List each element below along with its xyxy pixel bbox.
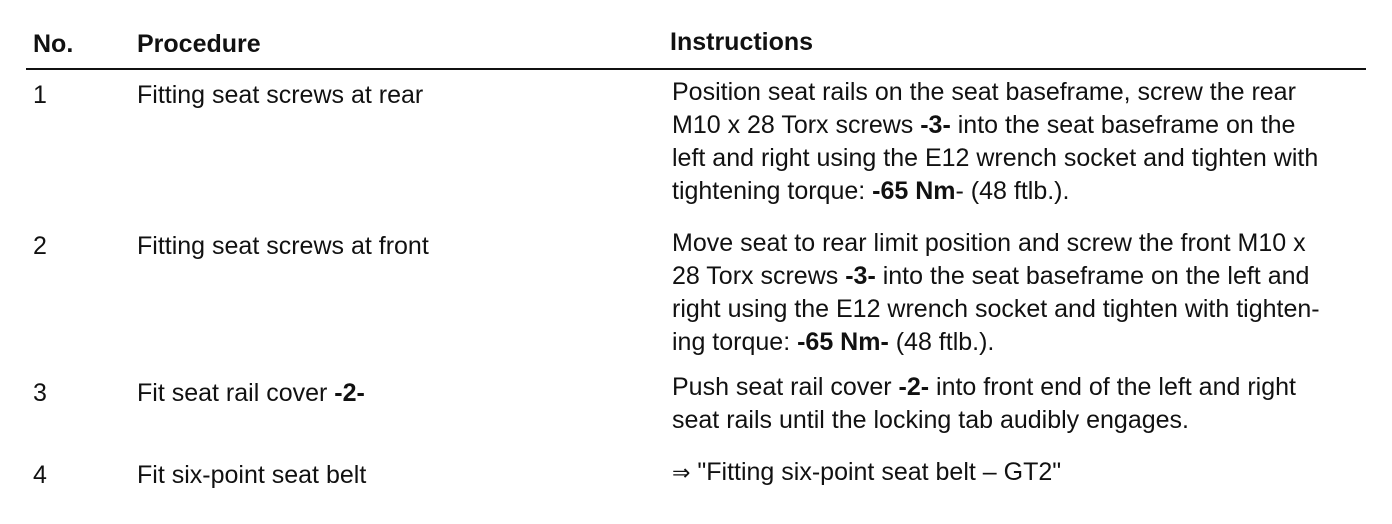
row-number: 2 bbox=[33, 232, 47, 260]
instruction-line: Move seat to rear limit position and screw the front M10 x bbox=[672, 229, 1306, 257]
arrow-right-icon: ⇒ bbox=[672, 461, 691, 486]
instruction-line: Push seat rail cover -2- into front end of the left and right bbox=[672, 373, 1296, 401]
row-instructions bbox=[672, 371, 1362, 437]
procedure-ref: -2- bbox=[334, 379, 365, 407]
instruction-line: left and right using the E12 wrench socket and tighten with bbox=[672, 144, 1319, 172]
instruction-line: Position seat rails on the seat baseframe, screw the rear bbox=[672, 78, 1296, 106]
row-procedure bbox=[137, 78, 423, 112]
instruction-line: M10 x 28 Torx screws -3- into the seat baseframe on the bbox=[672, 111, 1296, 139]
header-no: No. bbox=[33, 30, 74, 58]
row-instructions bbox=[672, 76, 1362, 208]
procedure-text: Fitting seat screws at rear bbox=[137, 81, 424, 109]
header-divider bbox=[26, 68, 1366, 70]
instruction-line: 28 Torx screws -3- into the seat baseframe on the left and bbox=[672, 262, 1310, 290]
instruction-line: ing torque: -65 Nm- (48 ftlb.). bbox=[672, 328, 995, 356]
row-number: 1 bbox=[33, 81, 47, 109]
header-procedure: Procedure bbox=[137, 30, 261, 58]
procedure-text: Fitting seat screws at front bbox=[137, 232, 429, 260]
instruction-line: right using the E12 wrench socket and tighten with tighten- bbox=[672, 295, 1320, 323]
row-procedure bbox=[137, 458, 366, 492]
instruction-line: seat rails until the locking tab audibly engages. bbox=[672, 406, 1189, 434]
procedure-text: Fit six-point seat belt bbox=[137, 461, 367, 489]
header-instructions: Instructions bbox=[670, 28, 814, 56]
row-procedure bbox=[137, 229, 429, 263]
instruction-line: tightening torque: -65 Nm- (48 ftlb.). bbox=[672, 177, 1070, 205]
row-instructions bbox=[672, 456, 1362, 489]
row-procedure bbox=[137, 376, 365, 410]
row-number: 3 bbox=[33, 379, 47, 407]
row-instructions bbox=[672, 227, 1362, 359]
row-number: 4 bbox=[33, 461, 47, 489]
cross-reference-link[interactable]: ⇒ "Fitting six-point seat belt – GT2" bbox=[672, 458, 1062, 486]
procedure-text: Fit seat rail cover bbox=[137, 379, 335, 407]
